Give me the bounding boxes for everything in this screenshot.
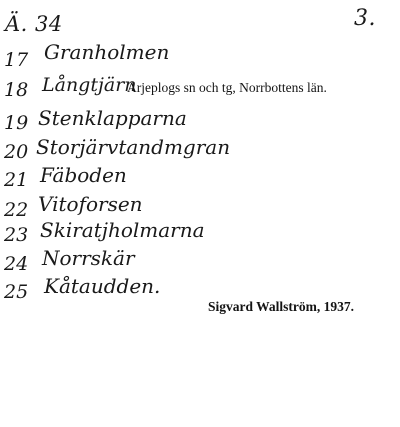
entry-note: Arjeplogs sn och tg, Norrbottens län. [127,80,327,95]
entry-number: 19 [4,112,29,134]
entry-number: 21 [4,169,29,191]
entry-name: Fäboden [40,163,127,187]
entry-number: 20 [4,141,29,163]
entry-name: Skiratjholmarna [40,218,205,242]
entry-name: Långtjärn [42,74,137,96]
entry-number: 24 [4,253,29,275]
page-number: 3. [354,6,376,31]
entry-number: 25 [4,281,29,303]
entry-number: 22 [4,199,29,221]
entry-name: Vitoforsen [38,192,143,216]
entry-name: Kåtaudden. [44,274,161,298]
entry-name: Granholmen [44,40,170,64]
entry-name: Norrskär [42,246,135,270]
card-code: Ä. 34 [5,12,63,36]
signature: Sigvard Wallström, 1937. [208,299,355,314]
entry-number: 17 [4,49,29,71]
entry-name: Stenklapparna [38,106,187,130]
entry-number: 23 [4,224,29,246]
entry-name: Storjärvtandmgran [36,135,231,159]
entry-number: 18 [4,79,29,101]
